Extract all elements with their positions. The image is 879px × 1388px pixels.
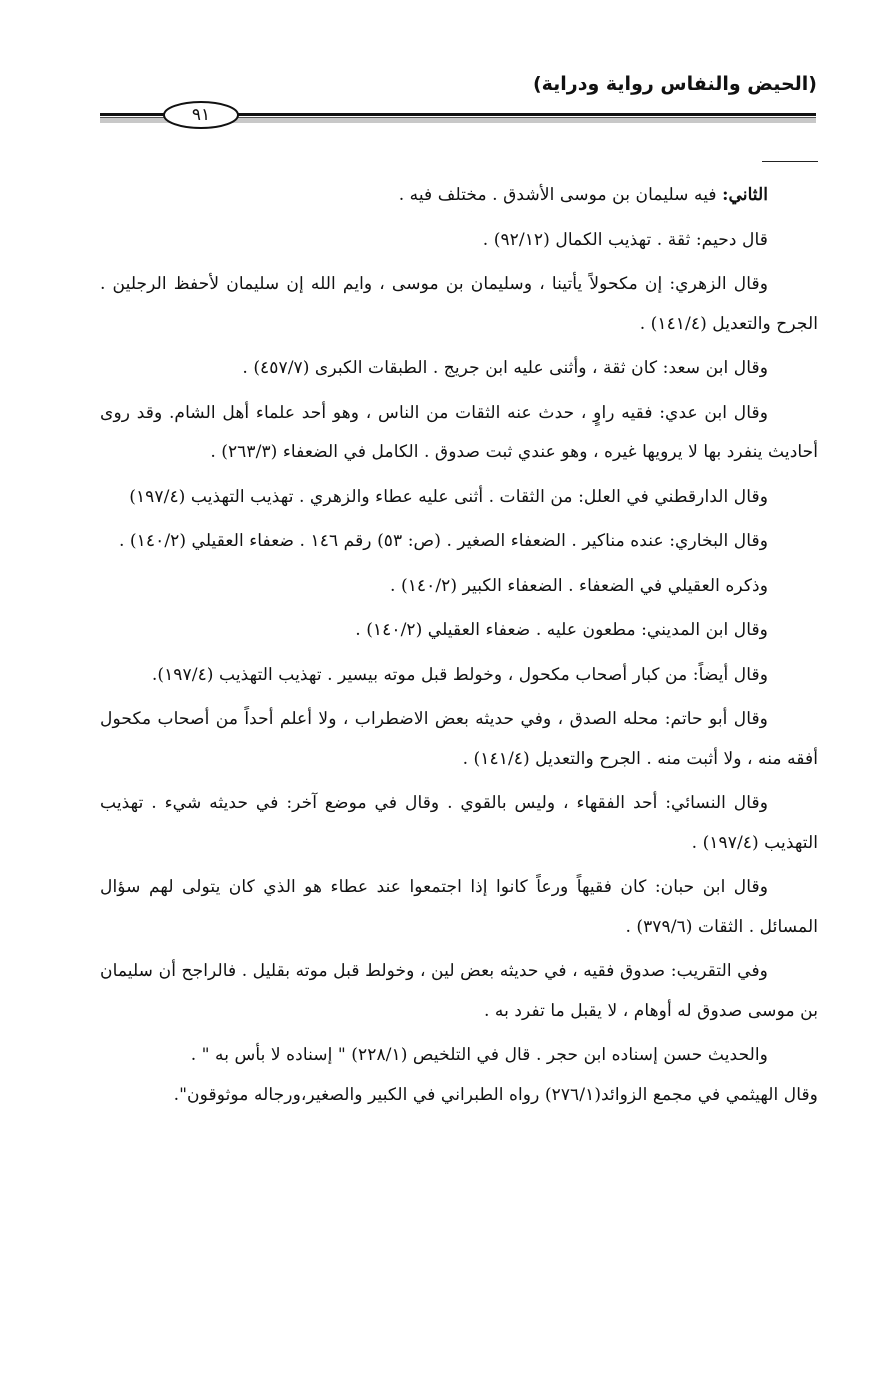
paragraph: وذكره العقيلي في الضعفاء . الضعفاء الكبير (١٤٠/٢) . [390, 575, 768, 596]
paragraph: وقال النسائي: أحد الفقهاء ، وليس بالقوي . وقال في موضع آخر: في حديثه شيء . تهذيب التهذيب (١٩٧/٤) . [100, 793, 818, 853]
running-title: (الحيض والنفاس رواية ودراية) [532, 73, 817, 95]
closing-line: والحديث حسن إسناده ابن حجر . قال في التلخيص (٢٢٨/١) " إسناده لا بأس به " . [190, 1045, 768, 1065]
paragraph-lead: الثاني: [722, 185, 768, 205]
paragraph: وقال ابن عدي: فقيه راوٍ ، حدث عنه الثقات من الناس ، وهو أحد علماء أهل الشام. وقد روى أحاديث ينفرد بها لا يرويها غيره ، وهو عندي ثبت صدوق . الكامل في الضعفاء (٢٦٣/٣) . [100, 402, 818, 462]
paragraph: وقال البخاري: عنده مناكير . الضعفاء الصغير . (ص: ٥٣) رقم ١٤٦ . ضعفاء العقيلي (١٤٠/٢) . [119, 531, 768, 551]
paragraph: وقال ابن حبان: كان فقيهاً ورعاً كانوا إذا اجتمعوا عند عطاء هو الذي كان يتولى لهم سؤال المسائل . الثقات (٣٧٩/٦) . [100, 877, 818, 937]
paragraph: وقال ابن سعد: كان ثقة ، وأثنى عليه ابن جريج . الطبقات الكبرى (٤٥٧/٧) . [242, 358, 768, 378]
paragraph [100, 176, 818, 216]
paragraph-text: فيه سليمان بن موسى الأشدق . مختلف فيه . [398, 185, 723, 205]
paragraph: وفي التقريب: صدوق فقيه ، في حديثه بعض لين ، وخولط قبل موته بقليل . فالراجح أن سليمان بن موسى صدوق له أوهام ، لا يقبل ما تفرد به . [100, 961, 818, 1021]
paragraph: قال دحيم: ثقة . تهذيب الكمال (٩٢/١٢) . [482, 229, 768, 250]
page-number: ٩١ [191, 105, 211, 125]
paragraph: وقال الدارقطني في العلل: من الثقات . أثنى عليه عطاء والزهري . تهذيب التهذيب (١٩٧/٤) [129, 486, 768, 507]
paragraph: وقال أيضاً: من كبار أصحاب مكحول ، وخولط قبل موته بيسير . تهذيب التهذيب (١٩٧/٤). [151, 664, 768, 685]
short-rule [762, 161, 818, 162]
paragraph: وقال الزهري: إن مكحولاً يأتينا ، وسليمان بن موسى ، وايم الله إن سليمان لأحفظ الرجلين . الجرح والتعديل (١٤١/٤) . [100, 274, 818, 334]
closing-line: وقال الهيثمي في مجمع الزوائد(٢٧٦/١) رواه الطبراني في الكبير والصغير،ورجاله موثوقون". [173, 1084, 818, 1105]
paragraph: وقال أبو حاتم: محله الصدق ، وفي حديثه بعض الاضطراب ، ولا أعلم أحداً من أصحاب مكحول أفقه منه ، ولا أثبت منه . الجرح والتعديل (١٤١/٤) . [100, 709, 818, 769]
body-text [100, 176, 818, 1115]
paragraph: وقال ابن المديني: مطعون عليه . ضعفاء العقيلي (١٤٠/٢) . [355, 620, 768, 640]
